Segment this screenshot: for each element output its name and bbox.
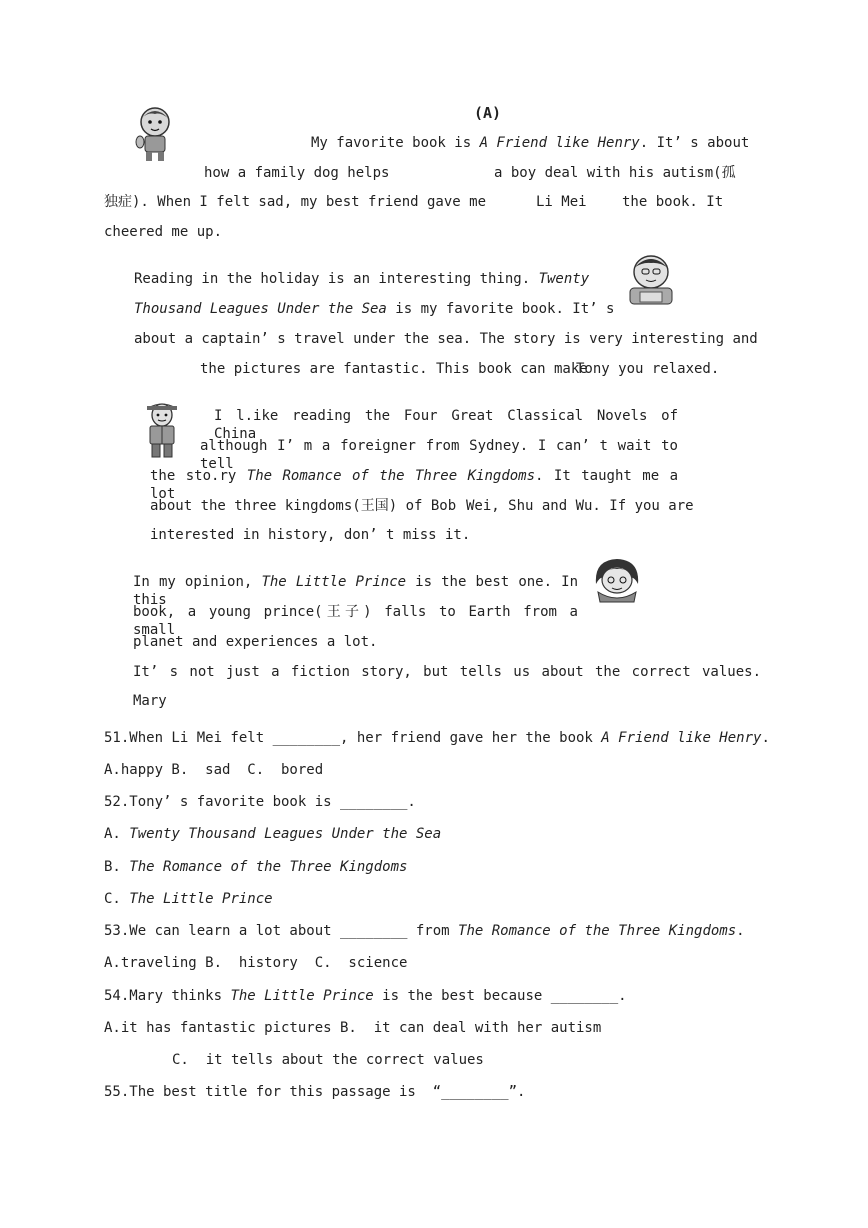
p1-line3c: the book. It [622, 194, 724, 210]
p2-line4a: the pictures are fantastic. This book can make [200, 361, 588, 377]
p2-line1 [134, 270, 589, 288]
book-title-little-prince: The Little Prince [261, 574, 407, 590]
question-54 [104, 987, 627, 1005]
q54-stem-pre: 54.Mary thinks [104, 988, 231, 1004]
cartoon-kid-2-image [620, 252, 682, 308]
p4-line1-pre: In my opinion, [133, 574, 262, 590]
p1-line2a: how a family dog helps [204, 165, 390, 181]
question-52-option-c [104, 890, 273, 908]
q52-a-text: Twenty Thousand Leagues Under the Sea [129, 826, 442, 842]
question-54-option-c: C. it tells about the correct values [172, 1052, 484, 1068]
p1-line1-post: . It’ s about [639, 135, 750, 151]
p4-line3: planet and experiences a lot. [133, 634, 378, 650]
question-51 [104, 729, 770, 747]
question-53-options: A.traveling B. history C. science [104, 955, 408, 971]
p3-line1: I l.ike reading the Four Great Classical Novels of China [214, 408, 678, 442]
q53-stem-post: . [736, 923, 745, 939]
p3-line4a: about the three kingdoms(王国) of Bob [150, 498, 457, 514]
p3-line3-post: . It taught me a lot [150, 468, 679, 502]
p2-line3: about a captain’ s travel under the sea. The story is very interesting and [134, 331, 758, 347]
p1-line1-pre: My favorite book is [311, 135, 480, 151]
cartoon-man-image [140, 402, 184, 458]
p1-line2b: a boy deal with his autism(孤 [494, 165, 736, 181]
q52-c-label: C. [104, 891, 130, 907]
p2-line4b: Tony you relaxed. [576, 361, 720, 377]
question-52-option-b [104, 858, 407, 876]
book-title-twenty-part: Twenty [538, 271, 590, 287]
q51-stem-post: . [761, 730, 770, 746]
question-53 [104, 922, 745, 940]
q54-stem-post: is the best because ________. [373, 988, 627, 1004]
p3-line2: although I’ m a foreigner from Sydney. I can’ t wait to tell [200, 438, 678, 472]
book-title-romance-three-kingdoms: The Romance of the Three Kingdoms [246, 468, 536, 484]
p3-line4b: Wei, Shu and Wu. If you are [466, 498, 694, 514]
book-title-a-friend-like-henry: A Friend like Henry [479, 135, 640, 151]
p4-line4: It’ s not just a fiction story, but tells us about the correct values. [133, 664, 761, 680]
book-title-twenty-thousand-leagues: Thousand Leagues Under the Sea [134, 301, 387, 317]
q52-b-text: The Romance of the Three Kingdoms [129, 859, 408, 875]
p2-line2 [134, 300, 614, 318]
p4-line2: book, a young prince(王子) falls to Earth from a small [133, 604, 578, 638]
p1-line3b: Li Mei [536, 194, 587, 210]
p1-line4: cheered me up. [104, 224, 223, 240]
q52-b-label: B. [104, 859, 130, 875]
p2-line1-pre: Reading in the holiday is an interesting thing. [134, 271, 539, 287]
p3-line3-pre: the sto.ry [150, 468, 247, 484]
p1-line3a: 独症). When I felt sad, my best friend gave me [104, 194, 487, 210]
cartoon-girl-image [590, 556, 644, 606]
q51-stem-pre: 51.When Li Mei felt ________, her friend gave her the book [104, 730, 602, 746]
p2-line2-post: is my favorite book. It’ s [386, 301, 615, 317]
p4-signature: Mary [133, 693, 167, 709]
question-55: 55.The best title for this passage is “________”. [104, 1084, 526, 1100]
p3-line5: interested in history, don’ t miss it. [150, 527, 471, 543]
question-54-options-ab: A.it has fantastic pictures B. it can deal with her autism [104, 1020, 602, 1036]
question-51-options: A.happy B. sad C. bored [104, 762, 324, 778]
question-52-option-a [104, 825, 441, 843]
p4-line1-post: is the best one. In this [133, 574, 578, 608]
q52-c-text: The Little Prince [129, 891, 273, 907]
passage-title: (A) [474, 104, 502, 122]
q53-book: The Romance of the Three Kingdoms [458, 923, 737, 939]
cartoon-kid-1-image [130, 104, 180, 164]
p1-line1 [311, 134, 749, 152]
question-52: 52.Tony’ s favorite book is ________. [104, 794, 416, 810]
q52-a-label: A. [104, 826, 130, 842]
q54-book: The Little Prince [230, 988, 374, 1004]
q53-stem-pre: 53.We can learn a lot about ________ from [104, 923, 459, 939]
q51-book: A Friend like Henry [601, 730, 762, 746]
